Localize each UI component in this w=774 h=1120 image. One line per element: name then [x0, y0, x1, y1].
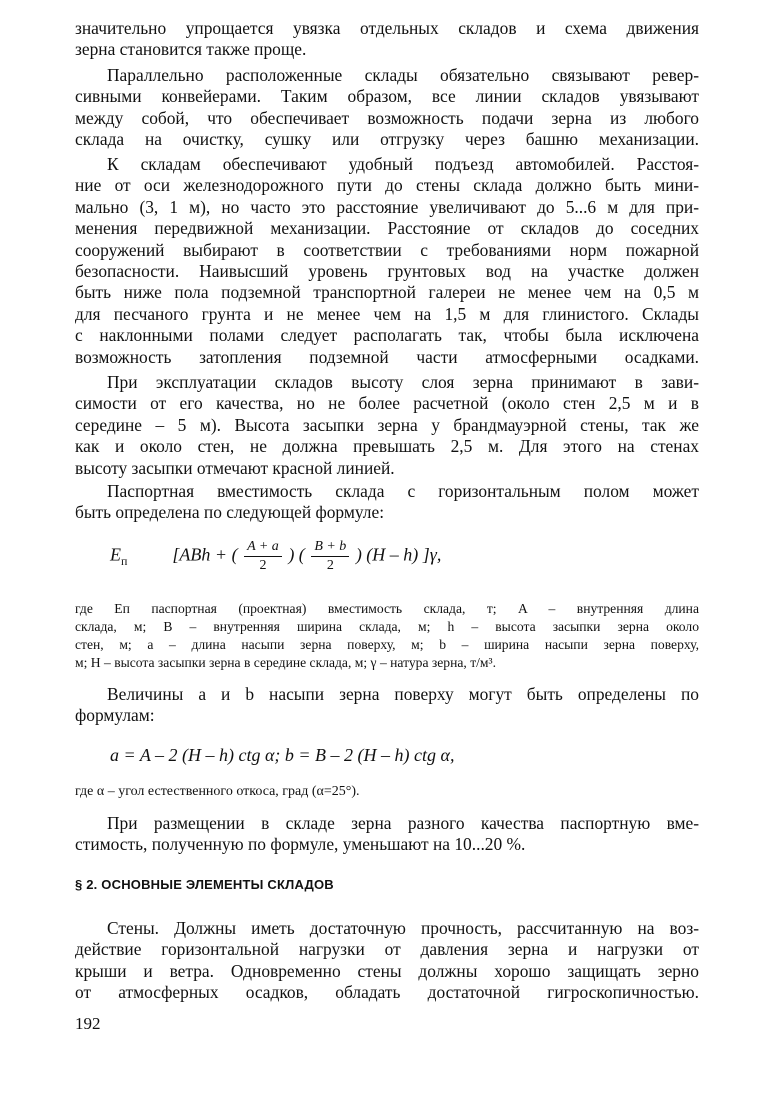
capacity-formula: [110, 538, 441, 575]
text-line: безопасности. Наивысший уровень грунтовых вод на участке должен: [75, 261, 699, 282]
paragraph-dimensions: [75, 684, 699, 727]
fraction-numerator: A + a: [244, 538, 282, 557]
text-line: с наклонными полами следует располагать так, чтобы была исключена: [75, 325, 699, 346]
text-line: формулам:: [75, 705, 155, 726]
text-line: менения передвижной механизации. Расстояние от складов до соседних: [75, 218, 699, 239]
formula-lhs: E: [110, 544, 121, 565]
page-number: 192: [75, 1014, 101, 1033]
text-line: При размещении в складе зерна разного качества паспортную вме-: [107, 813, 699, 833]
fraction-denominator: 2: [326, 558, 334, 573]
text-line: При эксплуатации складов высоту слоя зерна принимают в зави-: [107, 372, 699, 392]
paragraph-walls: [75, 918, 699, 1004]
text-line: возможность затопления подземной части атмосферными осадками.: [75, 346, 699, 367]
text-line: высоту засыпки отмечают красной линией.: [75, 457, 395, 478]
paragraph-intro: [75, 18, 699, 61]
paragraph-operation: [75, 372, 699, 479]
text-line: стимость, полученную по формуле, уменьшают на 10...20 %.: [75, 834, 526, 855]
text-line: крыши и ветра. Одновременно стены должны хорошо защищать зерно: [75, 960, 699, 981]
text-line: Параллельно расположенные склады обязательно связывают ревер-: [107, 65, 699, 85]
paragraph-conveyors: [75, 65, 699, 151]
text-line: как и около стен, не должна превышать 2,5 м. Для этого на стенах: [75, 436, 699, 457]
text-line: мально (3, 1 м), но часто это расстояние увеличивают до 5...6 м для при-: [75, 196, 699, 217]
text-line: Паспортная вместимость склада с горизонтальным полом может: [107, 481, 699, 501]
text-line: К складам обеспечивают удобный подъезд автомобилей. Расстоя-: [107, 154, 699, 174]
text-line: склада на очистку, сушку или отгрузку через башню механизации.: [75, 129, 699, 150]
formula-lhs-subscript: п: [121, 554, 128, 569]
text-line: для песчаного грунта и не менее чем на 1,5 м для глинистого. Склады: [75, 303, 699, 324]
text-line: между собой, что обеспечивает возможность подачи зерна из любого: [75, 107, 699, 128]
text-line: сооружений выбирают в соответствии с требованиями норм пожарной: [75, 239, 699, 260]
text-line: быть определена по следующей формуле:: [75, 502, 385, 523]
formula-part: [ABh + (: [172, 544, 238, 565]
text-line: быть ниже пола подземной транспортной галереи не менее чем на 0,5 м: [75, 282, 699, 303]
legend-line: стен, м; a – длина насыпи зерна поверху, м; b – ширина насыпи зерна поверху,: [75, 637, 699, 652]
text-line: Величины a и b насыпи зерна поверху могут быть определены по: [107, 684, 699, 704]
legend-line: м; H – высота засыпки зерна в середине склада, м; γ – натура зерна, т/м³.: [75, 655, 496, 670]
text-line: зерна становится также проще.: [75, 39, 307, 60]
legend-line: где α – угол естественного откоса, град (α=25°).: [75, 784, 360, 799]
text-line: симости от его качества, но не более расчетной (около стен 2,5 м и в: [75, 393, 699, 414]
text-line: Стены. Должны иметь достаточную прочность, рассчитанную на воз-: [107, 918, 699, 938]
text-line: середине – 5 м). Высота засыпки зерна у брандмауэрной стены, так же: [75, 414, 699, 435]
angle-legend: [75, 783, 699, 801]
paragraph-reduction: [75, 813, 699, 856]
formula-legend: [75, 600, 699, 672]
text-line: от атмосферных осадков, обладать достаточной гигроскопичностью.: [75, 982, 699, 1003]
text-line: действие горизонтальной нагрузки от давления зерна и нагрузки от: [75, 939, 699, 960]
text-line: сивными конвейерами. Таким образом, все линии складов увязывают: [75, 86, 699, 107]
paragraph-access: [75, 154, 699, 368]
fraction-a: [244, 538, 282, 575]
formula-part: ) (: [288, 544, 305, 565]
fraction-numerator: B + b: [311, 538, 349, 557]
formula-part: ) (H – h) ]γ,: [355, 544, 442, 565]
legend-line: склада, м; B – внутренняя ширина склада, м; h – высота засыпки зерна около: [75, 619, 699, 634]
section-heading: § 2. ОСНОВНЫЕ ЭЛЕМЕНТЫ СКЛАДОВ: [75, 877, 334, 892]
paragraph-capacity: [75, 481, 699, 524]
text-line: значительно упрощается увязка отдельных складов и схема движения: [75, 18, 699, 38]
fraction-b: [311, 538, 349, 575]
dimensions-formula: a = A – 2 (H – h) ctg α; b = B – 2 (H – h) ctg α,: [110, 745, 455, 765]
legend-line: где Eп паспортная (проектная) вместимость склада, т; A – внутренняя длина: [75, 601, 699, 616]
text-line: ние от оси железнодорожного пути до стены склада должно быть мини-: [75, 175, 699, 196]
fraction-denominator: 2: [259, 558, 267, 573]
